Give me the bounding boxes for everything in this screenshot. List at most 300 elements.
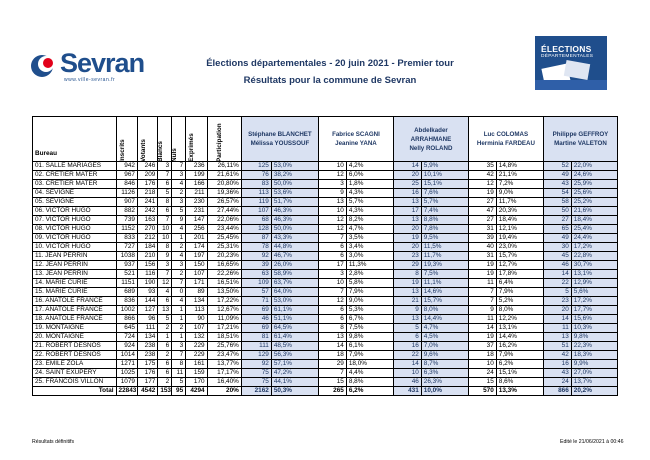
- table-cell: 15: [318, 378, 346, 387]
- table-cell: 201: [186, 234, 207, 243]
- table-row: [33, 180, 618, 189]
- table-cell: 51,1%: [271, 315, 318, 324]
- table-cell: 16: [393, 189, 421, 198]
- table-cell: 113: [241, 189, 271, 198]
- total-cell: 10,0%: [421, 387, 468, 396]
- table-cell: 109: [241, 279, 271, 288]
- table-cell: 229: [186, 342, 207, 351]
- table-cell: 3: [318, 270, 346, 279]
- table-cell: 7,9%: [346, 288, 393, 297]
- table-cell: 6: [158, 297, 172, 306]
- table-cell: 1079: [116, 378, 137, 387]
- table-cell: 15,6%: [571, 315, 617, 324]
- table-cell: 727: [116, 243, 137, 252]
- table-cell: 11,7%: [496, 198, 543, 207]
- table-cell: 18,0%: [346, 360, 393, 369]
- table-cell: 238: [137, 351, 157, 360]
- table-cell: 9: [468, 306, 496, 315]
- table-cell: 846: [116, 180, 137, 189]
- table-cell: 6,7%: [346, 315, 393, 324]
- table-cell: 19: [393, 279, 421, 288]
- table-cell: 4,2%: [346, 162, 393, 171]
- table-cell: 11,7%: [421, 252, 468, 261]
- table-cell: 3: [172, 198, 186, 207]
- table-cell: 5: [158, 315, 172, 324]
- table-cell: 645: [116, 324, 137, 333]
- col-votants: Votants: [137, 117, 157, 162]
- table-cell: 19: [468, 270, 496, 279]
- table-cell: 184: [137, 243, 157, 252]
- table-cell: 14,6%: [421, 288, 468, 297]
- table-cell: 197: [186, 252, 207, 261]
- table-cell: 57,1%: [271, 360, 318, 369]
- table-cell: 90: [186, 315, 207, 324]
- table-cell: 25,2%: [571, 198, 617, 207]
- table-cell: 3,0%: [346, 252, 393, 261]
- table-cell: 1038: [116, 252, 137, 261]
- table-cell: 20: [393, 243, 421, 252]
- table-cell: 218: [137, 189, 157, 198]
- table-cell: 129: [241, 351, 271, 360]
- table-cell: 71: [241, 297, 271, 306]
- table-cell: 23,0%: [496, 243, 543, 252]
- table-cell: 11,3%: [346, 261, 393, 270]
- table-cell: 30,7%: [571, 261, 617, 270]
- table-row: [33, 333, 618, 342]
- table-cell: 49: [543, 234, 571, 243]
- table-cell: 238: [137, 342, 157, 351]
- table-row: [33, 360, 618, 369]
- table-cell: 19,36%: [207, 189, 241, 198]
- table-cell: 3: [172, 342, 186, 351]
- table-cell: 92: [241, 360, 271, 369]
- table-cell: 7,8%: [421, 225, 468, 234]
- table-cell: 11: [468, 279, 496, 288]
- table-cell: 42: [543, 351, 571, 360]
- table-cell: 6,1%: [346, 342, 393, 351]
- table-cell: 177: [137, 378, 157, 387]
- table-cell: 13: [393, 216, 421, 225]
- table-cell: 5: [393, 324, 421, 333]
- table-cell: 12: [158, 279, 172, 288]
- table-cell: 83: [241, 180, 271, 189]
- table-cell: 5: [172, 207, 186, 216]
- table-cell: 78: [241, 243, 271, 252]
- table-row: [33, 189, 618, 198]
- table-cell: 92: [241, 252, 271, 261]
- table-cell: 24: [468, 369, 496, 378]
- table-cell: 26,11%: [207, 162, 241, 171]
- bureau-name-cell: 20. MONTAIGNE: [33, 333, 117, 342]
- table-cell: 38,2%: [271, 171, 318, 180]
- table-cell: 14: [543, 270, 571, 279]
- table-cell: 13: [393, 198, 421, 207]
- total-cell: 20%: [207, 387, 241, 396]
- table-cell: 17,2%: [571, 297, 617, 306]
- table-cell: 14: [393, 360, 421, 369]
- table-cell: 17,21%: [207, 324, 241, 333]
- table-cell: 11: [172, 369, 186, 378]
- table-cell: 4: [172, 225, 186, 234]
- table-cell: 31: [468, 225, 496, 234]
- bureau-name-cell: 25. FRANCOIS VILLON: [33, 378, 117, 387]
- total-cell: 4294: [186, 387, 207, 396]
- total-cell: 431: [393, 387, 421, 396]
- document-subtitle: Résultats pour la commune de Sevran: [243, 75, 417, 86]
- table-cell: 9,6%: [421, 351, 468, 360]
- table-cell: 7: [318, 288, 346, 297]
- table-cell: 10,3%: [571, 324, 617, 333]
- table-cell: 175: [137, 360, 157, 369]
- table-cell: 14,8%: [496, 162, 543, 171]
- table-cell: 17: [393, 207, 421, 216]
- table-cell: 739: [116, 216, 137, 225]
- table-cell: 10,1%: [421, 171, 468, 180]
- footer-edited-date: Edité le 21/06/2021 à 00:46: [560, 439, 624, 445]
- table-cell: 50: [543, 207, 571, 216]
- table-cell: 10: [158, 234, 172, 243]
- table-cell: 8,6%: [496, 378, 543, 387]
- candidate-header-1: Stéphane BLANCHET Mélissa YOUSSOUF: [241, 117, 318, 162]
- table-cell: 134: [186, 297, 207, 306]
- table-cell: 18,4%: [571, 216, 617, 225]
- table-cell: 24: [543, 378, 571, 387]
- table-cell: 13,77%: [207, 360, 241, 369]
- table-cell: 8: [158, 198, 172, 207]
- table-cell: 14,4%: [496, 333, 543, 342]
- table-cell: 7,4%: [421, 207, 468, 216]
- table-row: [33, 297, 618, 306]
- bureau-name-cell: 03. CRETIER MATER: [33, 180, 117, 189]
- table-cell: 75: [241, 378, 271, 387]
- table-cell: 2: [172, 270, 186, 279]
- table-cell: 57: [241, 288, 271, 297]
- table-cell: 13: [318, 198, 346, 207]
- table-cell: 29: [393, 261, 421, 270]
- table-row: [33, 216, 618, 225]
- table-cell: 241: [137, 198, 157, 207]
- table-cell: 212: [137, 234, 157, 243]
- table-cell: 7: [158, 270, 172, 279]
- table-cell: 4,7%: [346, 225, 393, 234]
- table-cell: 46,7%: [271, 252, 318, 261]
- table-cell: 12,2%: [496, 315, 543, 324]
- table-row: [33, 342, 618, 351]
- table-cell: 19: [468, 333, 496, 342]
- table-cell: 4,5%: [421, 333, 468, 342]
- table-cell: 19,3%: [421, 261, 468, 270]
- table-cell: 8: [393, 270, 421, 279]
- col-participation: Participation: [207, 117, 241, 162]
- table-cell: 35: [468, 162, 496, 171]
- table-cell: 132: [186, 333, 207, 342]
- table-cell: 20: [393, 171, 421, 180]
- table-cell: 5: [172, 378, 186, 387]
- table-cell: 107: [241, 207, 271, 216]
- table-cell: 18,4%: [496, 216, 543, 225]
- candidate-header-4: Luc COLOMAS Herminia FARDEAU: [468, 117, 543, 162]
- table-row: [33, 369, 618, 378]
- table-cell: 107: [186, 270, 207, 279]
- table-cell: 89: [186, 288, 207, 297]
- table-cell: 26,57%: [207, 198, 241, 207]
- table-cell: 6,2%: [496, 360, 543, 369]
- table-cell: 7: [172, 351, 186, 360]
- table-cell: 8,8%: [346, 378, 393, 387]
- table-cell: 23,44%: [207, 225, 241, 234]
- table-cell: 11,5%: [421, 243, 468, 252]
- table-cell: 147: [186, 216, 207, 225]
- table-cell: 37: [468, 342, 496, 351]
- table-cell: 23,47%: [207, 351, 241, 360]
- table-cell: 19: [393, 234, 421, 243]
- col-bureau: Bureau: [33, 117, 117, 162]
- total-cell: 265: [318, 387, 346, 396]
- table-cell: 10: [468, 360, 496, 369]
- table-cell: 27,44%: [207, 207, 241, 216]
- table-cell: 9,0%: [346, 297, 393, 306]
- table-cell: 23: [393, 252, 421, 261]
- table-cell: 26,0%: [271, 261, 318, 270]
- table-cell: 256: [186, 225, 207, 234]
- table-cell: 5,2%: [496, 297, 543, 306]
- table-cell: 64,0%: [271, 288, 318, 297]
- table-cell: 5,3%: [346, 306, 393, 315]
- table-cell: 1126: [116, 189, 137, 198]
- elections-badge: [535, 36, 607, 90]
- table-cell: 50,0%: [271, 180, 318, 189]
- table-cell: 20,23%: [207, 252, 241, 261]
- table-cell: 7: [172, 162, 186, 171]
- table-cell: 23: [543, 297, 571, 306]
- bureau-name-cell: 14. MARIE CURIE: [33, 279, 117, 288]
- table-cell: 43: [543, 369, 571, 378]
- table-cell: 1,8%: [346, 180, 393, 189]
- table-cell: 6: [393, 333, 421, 342]
- table-cell: 1: [172, 234, 186, 243]
- table-row: [33, 351, 618, 360]
- table-cell: 18,3%: [571, 351, 617, 360]
- table-cell: 159: [186, 369, 207, 378]
- table-cell: 6: [318, 306, 346, 315]
- table-cell: 14,4%: [421, 315, 468, 324]
- table-cell: 10: [158, 225, 172, 234]
- table-cell: 5,9%: [421, 162, 468, 171]
- col-blancs: Blancs: [158, 117, 172, 162]
- table-cell: 7,0%: [421, 342, 468, 351]
- table-cell: 1014: [116, 351, 137, 360]
- table-cell: 4: [172, 180, 186, 189]
- table-cell: 20: [393, 225, 421, 234]
- total-row: [33, 387, 618, 396]
- bureau-name-cell: 12. JEAN PERRIN: [33, 261, 117, 270]
- table-cell: 2: [172, 324, 186, 333]
- table-cell: 21,6%: [571, 207, 617, 216]
- table-cell: 49: [543, 171, 571, 180]
- table-cell: 18: [468, 351, 496, 360]
- table-cell: 4,4%: [346, 369, 393, 378]
- table-cell: 161: [186, 360, 207, 369]
- table-cell: 6: [318, 315, 346, 324]
- table-cell: 10: [318, 279, 346, 288]
- table-cell: 22,0%: [571, 162, 617, 171]
- candidate-header-2: Fabrice SCAGNI Jeanine YANA: [318, 117, 393, 162]
- table-cell: 16,65%: [207, 261, 241, 270]
- table-cell: 14: [468, 324, 496, 333]
- bureau-name-cell: 02. CRETIER MATER: [33, 171, 117, 180]
- table-cell: 11: [468, 315, 496, 324]
- logo-word: Sevran: [60, 48, 145, 78]
- table-cell: 229: [186, 351, 207, 360]
- table-cell: 8,8%: [421, 216, 468, 225]
- table-cell: 19: [468, 189, 496, 198]
- table-cell: 27: [543, 216, 571, 225]
- table-cell: 25,9%: [571, 180, 617, 189]
- table-cell: 107: [186, 324, 207, 333]
- table-cell: 907: [116, 198, 137, 207]
- table-cell: 2: [158, 351, 172, 360]
- table-cell: 17,8%: [496, 270, 543, 279]
- table-header-row: [33, 117, 618, 162]
- table-cell: 26,3%: [421, 378, 468, 387]
- table-cell: 52: [543, 162, 571, 171]
- table-cell: 54: [543, 189, 571, 198]
- bureau-name-cell: 05. SEVIGNE: [33, 198, 117, 207]
- total-cell: 95: [172, 387, 186, 396]
- total-cell: 570: [468, 387, 496, 396]
- table-cell: 163: [137, 216, 157, 225]
- bureau-name-cell: 17. ANATOLE FRANCE: [33, 306, 117, 315]
- bureau-name-cell: 07. VICTOR HUGO: [33, 216, 117, 225]
- table-cell: 69: [241, 324, 271, 333]
- table-cell: 2: [172, 243, 186, 252]
- table-cell: 61,1%: [271, 306, 318, 315]
- table-cell: 1271: [116, 360, 137, 369]
- table-cell: 13: [318, 333, 346, 342]
- table-cell: 53,0%: [271, 297, 318, 306]
- table-row: [33, 288, 618, 297]
- table-cell: 20,3%: [496, 207, 543, 216]
- table-cell: 3,4%: [346, 243, 393, 252]
- table-cell: 689: [116, 288, 137, 297]
- table-cell: 19: [468, 261, 496, 270]
- table-cell: 836: [116, 297, 137, 306]
- badge-line2: DÉPARTEMENTALES: [541, 54, 594, 59]
- table-cell: 27: [468, 198, 496, 207]
- table-cell: 25,6%: [571, 189, 617, 198]
- table-cell: 9,9%: [571, 360, 617, 369]
- table-cell: 9,8%: [571, 333, 617, 342]
- table-cell: 7,6%: [421, 189, 468, 198]
- table-cell: 69: [241, 306, 271, 315]
- table-cell: 29: [318, 360, 346, 369]
- table-cell: 20,80%: [207, 180, 241, 189]
- table-cell: 16: [543, 360, 571, 369]
- table-cell: 6: [318, 243, 346, 252]
- table-cell: 65: [543, 225, 571, 234]
- table-cell: 190: [137, 279, 157, 288]
- table-cell: 81: [241, 333, 271, 342]
- table-cell: 1: [172, 315, 186, 324]
- table-cell: 53,0%: [271, 162, 318, 171]
- table-cell: 10: [318, 207, 346, 216]
- table-cell: 3: [158, 162, 172, 171]
- table-cell: 7: [468, 297, 496, 306]
- table-cell: 8: [318, 324, 346, 333]
- table-cell: 51,7%: [271, 198, 318, 207]
- total-cell: 866: [543, 387, 571, 396]
- table-cell: 24,4%: [571, 234, 617, 243]
- table-cell: 833: [116, 234, 137, 243]
- table-cell: 3: [158, 261, 172, 270]
- table-cell: 20: [543, 306, 571, 315]
- table-cell: 40: [468, 243, 496, 252]
- table-cell: 13,7%: [571, 378, 617, 387]
- table-cell: 270: [137, 225, 157, 234]
- table-cell: 199: [186, 171, 207, 180]
- table-cell: 8: [158, 243, 172, 252]
- table-cell: 2: [158, 324, 172, 333]
- table-row: [33, 324, 618, 333]
- table-cell: 17,2%: [571, 243, 617, 252]
- table-cell: 128: [241, 225, 271, 234]
- table-cell: 5,8%: [346, 279, 393, 288]
- table-cell: 58: [543, 198, 571, 207]
- table-cell: 21,61%: [207, 171, 241, 180]
- table-row: [33, 234, 618, 243]
- table-cell: 13,1%: [571, 270, 617, 279]
- table-row: [33, 270, 618, 279]
- table-cell: 8,0%: [421, 306, 468, 315]
- table-cell: 7: [172, 279, 186, 288]
- table-cell: 27: [468, 216, 496, 225]
- table-cell: 1: [172, 306, 186, 315]
- table-cell: 42: [468, 171, 496, 180]
- table-cell: 1: [158, 333, 172, 342]
- table-cell: 4: [172, 252, 186, 261]
- table-cell: 942: [116, 162, 137, 171]
- table-cell: 15,1%: [421, 180, 468, 189]
- table-cell: 209: [137, 171, 157, 180]
- table-cell: 6,3%: [421, 369, 468, 378]
- bureau-name-cell: 13. JEAN PERRIN: [33, 270, 117, 279]
- table-cell: 11,09%: [207, 315, 241, 324]
- table-cell: 13,50%: [207, 288, 241, 297]
- table-cell: 5,7%: [421, 198, 468, 207]
- table-cell: 937: [116, 261, 137, 270]
- table-cell: 13: [543, 333, 571, 342]
- table-cell: 12: [318, 171, 346, 180]
- table-cell: 46: [241, 315, 271, 324]
- table-cell: 16,2%: [496, 342, 543, 351]
- total-cell: 13,3%: [496, 387, 543, 396]
- table-cell: 12: [318, 216, 346, 225]
- table-cell: 882: [116, 207, 137, 216]
- table-cell: 6: [158, 207, 172, 216]
- document-header: [180, 58, 480, 86]
- table-cell: 43: [543, 180, 571, 189]
- table-cell: 18,51%: [207, 333, 241, 342]
- bureau-name-cell: 19. MONTAIGNE: [33, 324, 117, 333]
- table-cell: 12,1%: [496, 225, 543, 234]
- table-cell: 127: [137, 306, 157, 315]
- table-cell: 56,3%: [271, 351, 318, 360]
- table-cell: 16,40%: [207, 378, 241, 387]
- table-cell: 13: [393, 288, 421, 297]
- table-cell: 13,1%: [496, 324, 543, 333]
- table-cell: 22: [543, 279, 571, 288]
- table-cell: 9: [318, 189, 346, 198]
